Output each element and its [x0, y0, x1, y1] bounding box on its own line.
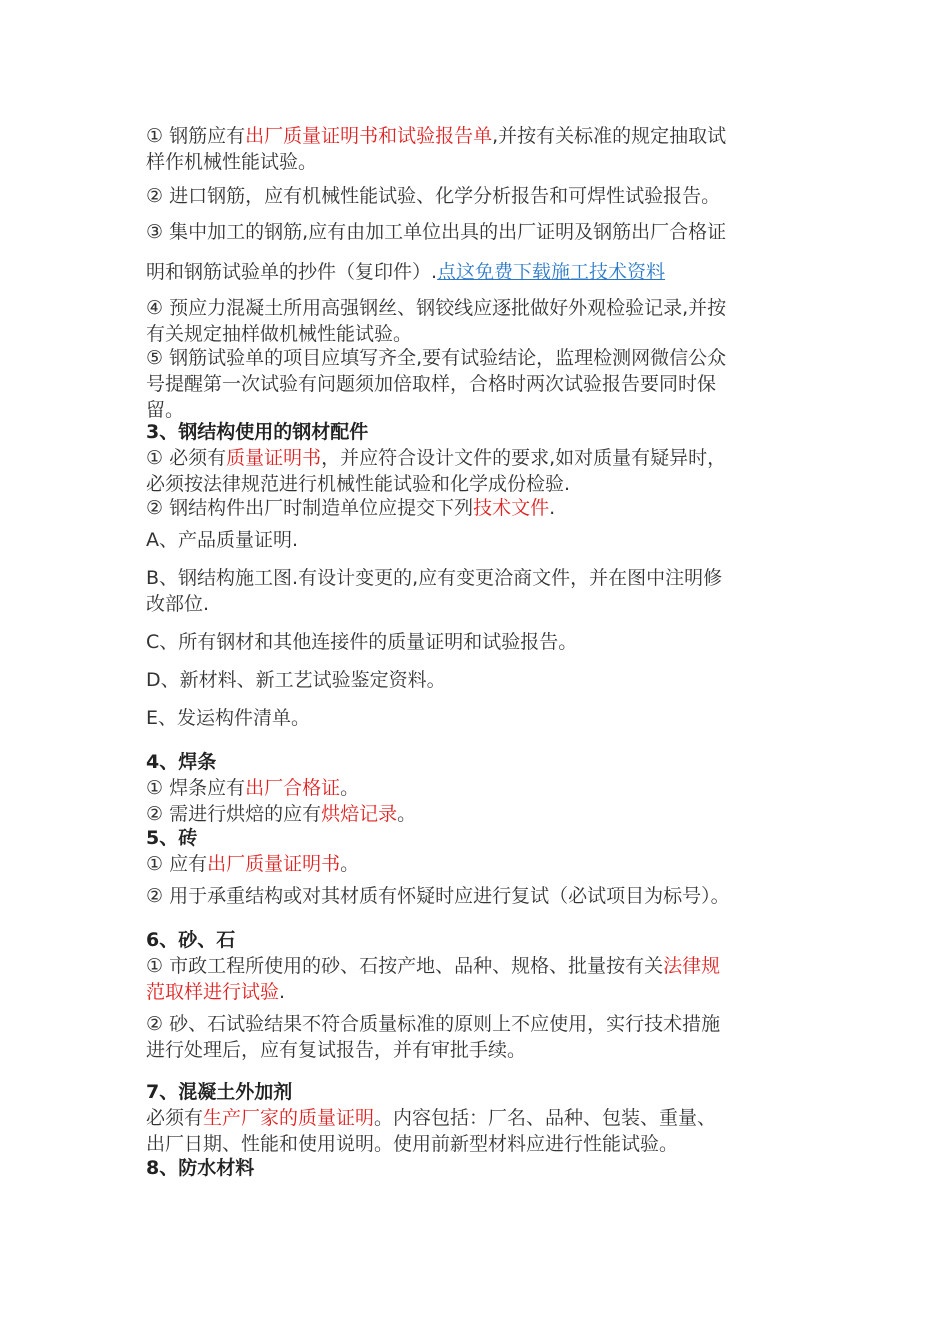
text-line	[146, 124, 826, 148]
text-line	[146, 884, 826, 908]
body-text: ⑤ 钢筋试验单的项目应填写齐全,要有试验结论，监理检测网微信公众	[146, 347, 727, 369]
body-text: 进行处理后，应有复试报告，并有审批手续。	[146, 1039, 527, 1061]
text-line	[146, 776, 826, 800]
highlighted-text: 质量证明书	[226, 447, 322, 469]
body-text: ② 砂、石试验结果不符合质量标准的原则上不应使用，实行技术措施	[146, 1013, 721, 1035]
text-line	[146, 446, 826, 470]
body-text: A、产品质量证明.	[146, 529, 299, 551]
body-text: 号提醒第一次试验有问题须加倍取样，合格时两次试验报告要同时保	[146, 373, 717, 395]
body-text: 样作机械性能试验。	[146, 151, 318, 173]
text-line	[146, 372, 826, 396]
body-text: C、所有钢材和其他连接件的质量证明和试验报告。	[146, 631, 578, 653]
highlighted-text: 出厂合格证	[245, 777, 341, 799]
text-line	[146, 980, 826, 1004]
section-heading	[146, 420, 826, 444]
body-text: 。内容包括：厂名、品种、包装、重量、	[374, 1107, 717, 1129]
heading-text: 8、防水材料	[146, 1157, 255, 1179]
body-text: D、新材料、新工艺试验鉴定资料。	[146, 669, 446, 691]
text-line	[146, 528, 826, 552]
body-text: .	[549, 497, 556, 519]
body-text: ② 用于承重结构或对其材质有怀疑时应进行复试（必试项目为标号）。	[146, 885, 730, 907]
highlighted-text: 生产厂家的质量证明	[203, 1107, 375, 1129]
text-line	[146, 852, 826, 876]
body-text: .	[279, 981, 286, 1003]
text-line	[146, 296, 826, 320]
text-line	[146, 1106, 826, 1130]
text-line	[146, 1038, 826, 1062]
text-line	[146, 346, 826, 370]
section-heading	[146, 750, 826, 774]
section-heading	[146, 826, 826, 850]
body-text: 留。	[146, 399, 185, 421]
heading-text: 4、焊条	[146, 751, 217, 773]
heading-text: 6、砂、石	[146, 929, 236, 951]
text-line	[146, 630, 826, 654]
body-text: E、发运构件清单。	[146, 707, 311, 729]
body-text: ③ 集中加工的钢筋,应有由加工单位出具的出厂证明及钢筋出厂合格证	[146, 221, 727, 243]
text-line	[146, 220, 826, 244]
section-heading	[146, 1156, 826, 1180]
text-line	[146, 668, 826, 692]
highlighted-text: 出厂质量证明书	[207, 853, 341, 875]
body-text: ④ 预应力混凝土所用高强钢丝、钢铰线应逐批做好外观检验记录,并按	[146, 297, 727, 319]
text-line	[146, 398, 826, 422]
text-line	[146, 1132, 826, 1156]
text-line	[146, 322, 826, 346]
highlighted-text: 法律规	[663, 955, 721, 977]
text-line	[146, 472, 826, 496]
highlighted-text: 出厂质量证明书和试验报告单	[245, 125, 493, 147]
body-text: ② 需进行烘焙的应有	[146, 803, 322, 825]
body-text: 必须有	[146, 1107, 204, 1129]
body-text: 明和钢筋试验单的抄件（复印件）.	[146, 261, 438, 283]
highlighted-text: 技术文件	[473, 497, 550, 519]
body-text: 。	[397, 803, 417, 825]
text-line	[146, 260, 826, 284]
heading-text: 7、混凝土外加剂	[146, 1081, 293, 1103]
body-text: ① 钢筋应有	[146, 125, 246, 147]
highlighted-text: 烘焙记录	[321, 803, 398, 825]
body-text: ② 钢结构件出厂时制造单位应提交下列	[146, 497, 474, 519]
text-line	[146, 802, 826, 826]
text-line	[146, 150, 826, 174]
text-line	[146, 496, 826, 520]
body-text: ,并按有关标准的规定抽取试	[492, 125, 727, 147]
text-line	[146, 592, 826, 616]
body-text: 改部位.	[146, 593, 210, 615]
section-heading	[146, 1080, 826, 1104]
heading-text: 3、钢结构使用的钢材配件	[146, 421, 369, 443]
section-heading	[146, 928, 826, 952]
download-link[interactable]: 点这免费下载施工技术资料	[437, 261, 666, 283]
text-line	[146, 184, 826, 208]
text-line	[146, 566, 826, 590]
text-line	[146, 706, 826, 730]
body-text: 必须按法律规范进行机械性能试验和化学成份检验.	[146, 473, 571, 495]
body-text: ① 必须有	[146, 447, 227, 469]
body-text: 有关规定抽样做机械性能试验。	[146, 323, 413, 345]
body-text: ② 进口钢筋，应有机械性能试验、化学分析报告和可焊性试验报告。	[146, 185, 721, 207]
heading-text: 5、砖	[146, 827, 198, 849]
text-line	[146, 954, 826, 978]
body-text: B、钢结构施工图.有设计变更的,应有变更洽商文件，并在图中注明修	[146, 567, 723, 589]
body-text: 。	[340, 777, 360, 799]
body-text: ① 市政工程所使用的砂、石按产地、品种、规格、批量按有关	[146, 955, 664, 977]
body-text: ① 焊条应有	[146, 777, 246, 799]
body-text: 出厂日期、性能和使用说明。使用前新型材料应进行性能试验。	[146, 1133, 679, 1155]
body-text: 。	[340, 853, 360, 875]
highlighted-text: 范取样进行试验	[146, 981, 280, 1003]
text-line	[146, 1012, 826, 1036]
body-text: ，并应符合设计文件的要求,如对质量有疑异时，	[321, 447, 727, 469]
body-text: ① 应有	[146, 853, 208, 875]
